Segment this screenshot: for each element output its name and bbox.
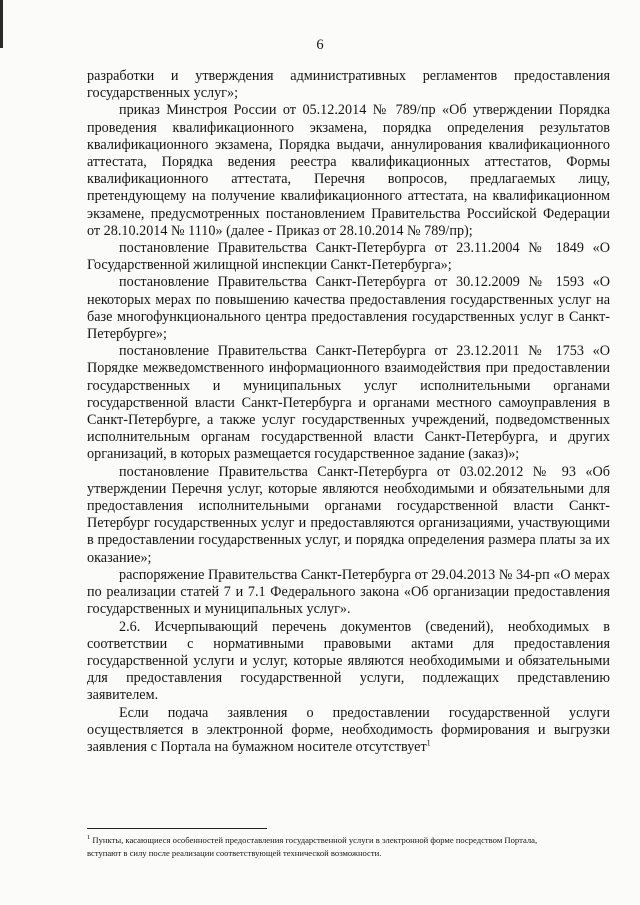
page-number: 6 (316, 37, 324, 53)
document-body (87, 68, 610, 756)
footnote-text: Пункты, касающиеся особенностей предоставления государственной услуги в электронной форме посредством Портала, вступают в силу после реализации соответствующей технической возможности. (87, 835, 538, 858)
paragraph-2: приказ Минстроя России от 05.12.2014 № 789/пр «Об утверждении Порядка проведения квалификационного экзамена, порядка определения результатов квалификационного экзамена, Порядка выдачи, аннулирования квалификационного аттестата, Порядка ведения реестра квалификационных аттестатов, Формы квалификационного аттестата, Перечня вопросов, предлагаемых лицу, претендующему на получение квалификационного аттестата, на квалификационном экзамене, предусмотренных постановлением Правительства Российской Федерации от 28.10.2014 № 1110» (далее - Приказ от 28.10.2014 № 789/пр); (87, 102, 610, 239)
paragraph-6: постановление Правительства Санкт-Петербурга от 03.02.2012 № 93 «Об утверждении Перечня услуг, которые являются необходимыми и обязательными для предоставления исполнительными органами государственной власти Санкт-Петербург государственных услуг и предоставляются организациями, участвующими в предоставлении государственных услуг, и порядка определения размера платы за их оказание»; (87, 463, 610, 566)
paragraph-9 (87, 705, 610, 757)
paragraph-9-text: Если подача заявления о предоставлении государственной услуги осуществляется в электронной форме, необходимость формирования и выгрузки заявления с Портала на бумажном носителе отсутствует (87, 704, 610, 755)
paragraph-1: разработки и утверждения административных регламентов предоставления государственных услуг»; (87, 68, 610, 102)
paragraph-8: 2.6. Исчерпывающий перечень документов (сведений), необходимых в соответствии с нормативными правовыми актами для предоставления государственной услуги и услуг, которые являются необходимыми и обязательными для предоставления государственной услуги, подлежащих представлению заявителем. (87, 618, 610, 704)
footnote-reference: 1 (426, 738, 431, 748)
paragraph-3: постановление Правительства Санкт-Петербурга от 23.11.2004 № 1849 «О Государственной жилищной инспекции Санкт-Петербурга»; (87, 240, 610, 274)
paragraph-5: постановление Правительства Санкт-Петербурга от 23.12.2011 № 1753 «О Порядке межведомственного информационного взаимодействия при предоставлении государственных и муниципальных услуг исполнительными органами государственной власти Санкт-Петербурга и органами местного самоуправления в Санкт-Петербурге, а также услуг государственных учреждений, подведомственных исполнительным органам государственной власти Санкт-Петербурга, и других организаций, в которых размещается государственное задание (заказ)»; (87, 343, 610, 463)
footnote-divider (87, 828, 267, 829)
paragraph-7: распоряжение Правительства Санкт-Петербурга от 29.04.2013 № 34-рп «О мерах по реализации статей 7 и 7.1 Федерального закона «Об организации предоставления государственных и муниципальных услуг». (87, 566, 610, 618)
footnote (87, 834, 567, 859)
paragraph-4: постановление Правительства Санкт-Петербурга от 30.12.2009 № 1593 «О некоторых мерах по повышению качества предоставления государственных услуг на базе многофункционального центра предоставления государственных услуг в Санкт-Петербурге»; (87, 274, 610, 343)
footnote-mark: 1 (87, 834, 91, 842)
